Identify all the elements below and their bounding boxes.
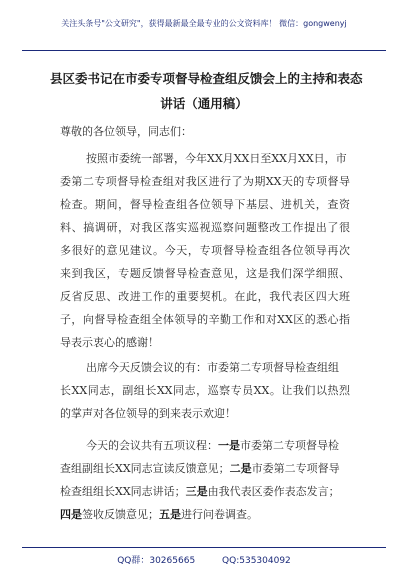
paragraph-line: 导表示衷心的感谢！ bbox=[60, 336, 159, 349]
agenda-item-marker: 一是 bbox=[218, 439, 240, 452]
paragraph-line: 料、搞调研，对我区落实巡视巡察问题整改工作提出了很 bbox=[60, 221, 350, 234]
paragraph-line bbox=[60, 503, 350, 526]
paragraph-line: 长XX同志，副组长XX同志，巡察专员XX。让我们以热烈 bbox=[60, 384, 350, 397]
paragraph-line: 子，向督导检查组全体领导的辛勤工作和对XX区的悉心指 bbox=[60, 313, 350, 326]
paragraph-line: 反省反思、改进工作的重要契机。在此，我代表区四大班 bbox=[60, 290, 350, 303]
header-promo-note: 关注头条号"公文研究"，获得最新最全最专业的公文资料库！ 微信：gongwenyj bbox=[61, 19, 347, 28]
paragraph-3 bbox=[60, 434, 350, 526]
agenda-intro-text: 今天的会议共有五项议程： bbox=[86, 439, 218, 452]
footer-qq-group: QQ群：30265665 bbox=[117, 556, 196, 566]
agenda-text: 由我代表区委作表态发言； bbox=[207, 485, 340, 498]
agenda-item-marker: 三是 bbox=[185, 485, 208, 498]
paragraph-line: 的掌声对各位领导的到来表示欢迎！ bbox=[60, 407, 236, 420]
agenda-text: 查组副组长XX同志宣读反馈意见； bbox=[60, 462, 230, 475]
page-footer bbox=[22, 547, 386, 570]
agenda-item-marker: 四是 bbox=[60, 508, 82, 521]
paragraph-line bbox=[60, 480, 350, 503]
footer-qq: QQ:535304092 bbox=[222, 556, 291, 566]
title-line-2: 讲话（通用稿） bbox=[160, 96, 248, 111]
title-line-1: 县区委书记在市委专项督导检查组反馈会上的主持和表态 bbox=[50, 71, 363, 86]
salutation: 尊敬的各位领导，同志们： bbox=[60, 125, 192, 138]
paragraph-line: 按照市委统一部署，今年XX月XX日至XX月XX日，市 bbox=[86, 152, 347, 165]
agenda-item-marker: 五是 bbox=[159, 508, 181, 521]
paragraph-line: 出席今天反馈会议的有：市委第二专项督导检查组组 bbox=[86, 361, 339, 374]
agenda-text: 市委第二专项督导 bbox=[251, 462, 340, 475]
paragraph-line: 多很好的意见建议。今天，专项督导检查组各位领导再次 bbox=[60, 244, 350, 257]
paragraph-line: 检查。期间，督导检查组各位领导下基层、进机关，查资 bbox=[60, 198, 350, 211]
agenda-item-marker: 二是 bbox=[229, 462, 252, 475]
paragraph-line bbox=[60, 457, 350, 480]
paragraph-1 bbox=[60, 147, 350, 354]
document-title bbox=[50, 66, 363, 116]
agenda-text: 签收反馈意见； bbox=[82, 508, 159, 521]
footer-contact bbox=[22, 553, 386, 566]
paragraph-line: 来到我区，专题反馈督导检查意见，这是我们深学细照、 bbox=[60, 267, 350, 280]
page-header bbox=[22, 10, 386, 51]
paragraph-line: 委第二专项督导检查组对我区进行了为期XX天的专项督导 bbox=[60, 175, 350, 188]
paragraph-line bbox=[60, 434, 350, 457]
agenda-text: 市委第二专项督导检 bbox=[240, 439, 339, 452]
agenda-text: 进行问卷调查。 bbox=[181, 508, 258, 521]
paragraph-2 bbox=[60, 356, 350, 425]
agenda-text: 检查组组长XX同志讲话； bbox=[60, 485, 186, 498]
